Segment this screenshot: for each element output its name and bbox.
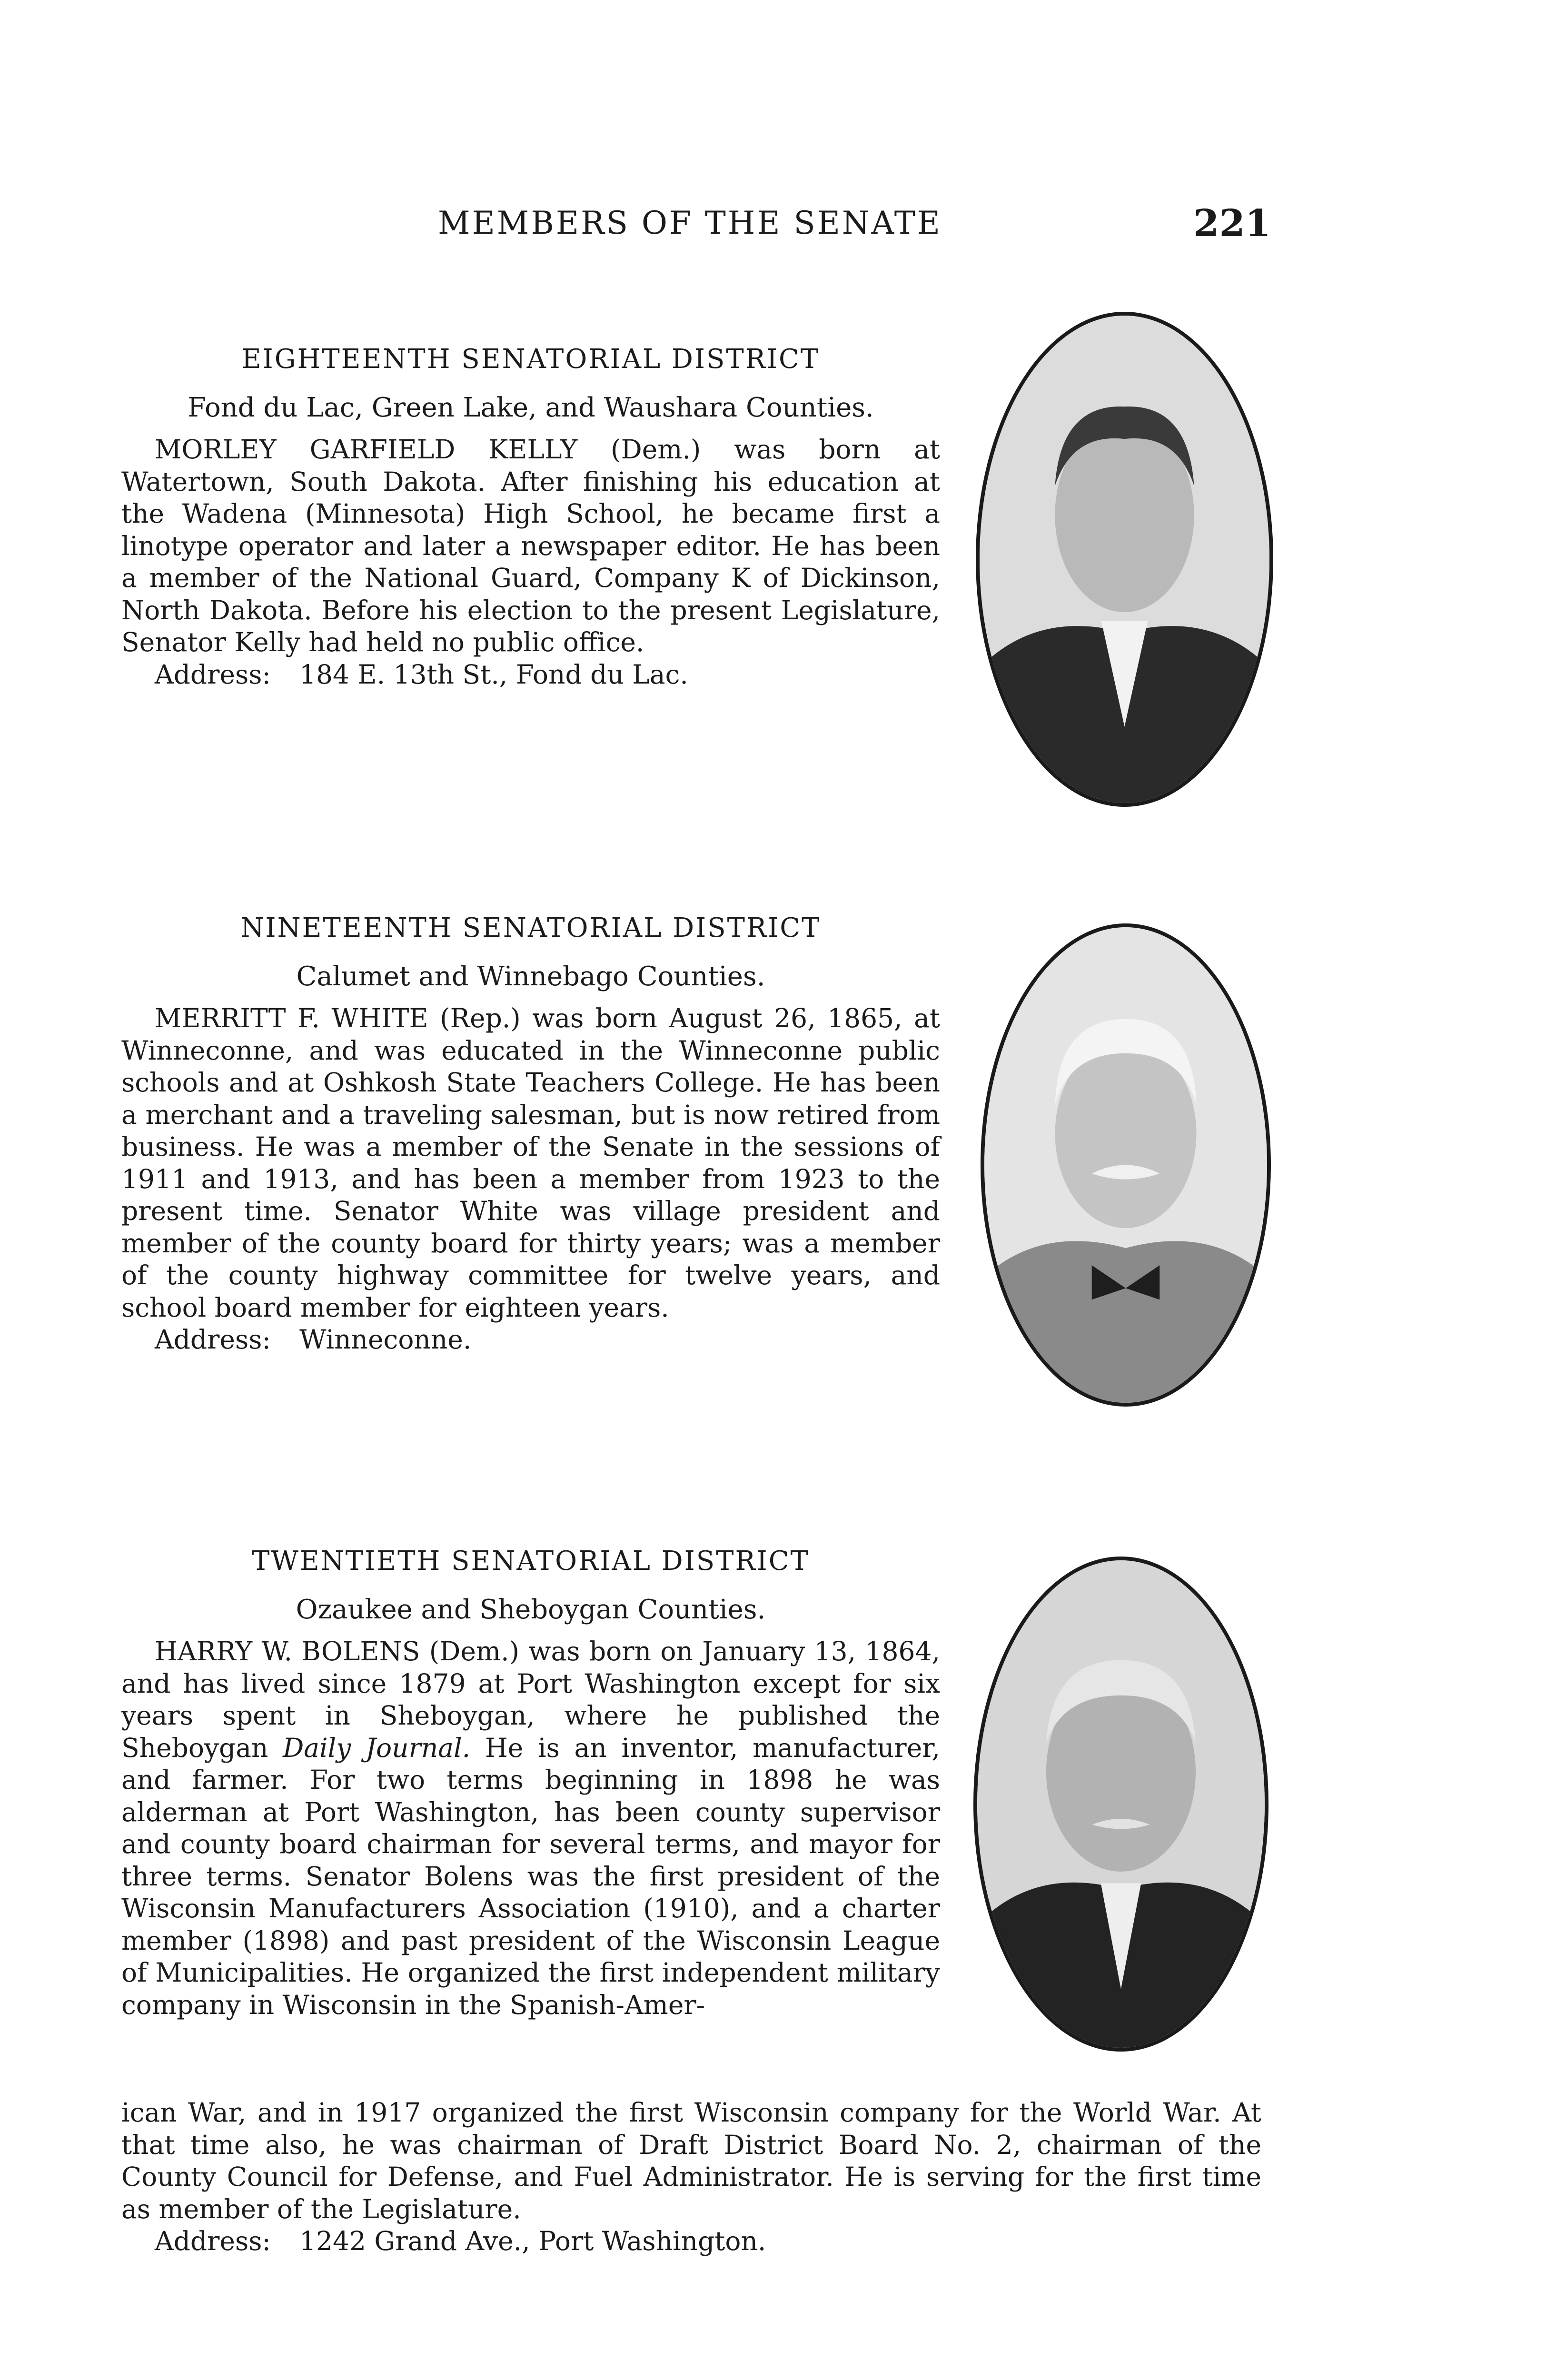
portrait-photo bbox=[984, 927, 1267, 1403]
senator-portrait-kelly bbox=[976, 312, 1273, 807]
page-title: MEMBERS OF THE SENATE bbox=[438, 205, 942, 241]
district-counties: Calumet and Winnebago Counties. bbox=[296, 961, 765, 992]
address-value: 184 E. 13th St., Fond du Lac. bbox=[299, 659, 688, 690]
address-label: Address: bbox=[155, 659, 271, 690]
senator-entry-twentieth bbox=[121, 1542, 940, 2021]
senator-biography-continued: ican War, and in 1917 organized the first Wisconsin company for the World War. At that time also, he was chairman of Draft District Board No. 2, chairman of the County Council for Defense, and Fuel Administrator. He is serving for the first time as member of the Legislature. bbox=[121, 2097, 1261, 2224]
page-number: 221 bbox=[1193, 202, 1271, 245]
address-value: 1242 Grand Ave., Port Washington. bbox=[299, 2226, 766, 2256]
senator-biography: MORLEY GARFIELD KELLY (Dem.) was born at Watertown, South Dakota. After finishing his education at the Wadena (Minnesota) High School, he became first a linotype operator and later a newspaper editor. He has been a member of the National Guard, Company K of Dickinson, North Dakota. Before his election to the present Legislature, Senator Kelly had held no public office. bbox=[121, 434, 940, 657]
senator-portrait-bolens bbox=[973, 1557, 1269, 2052]
senator-biography bbox=[121, 1636, 940, 2021]
portrait-photo bbox=[980, 316, 1269, 803]
district-title: TWENTIETH SENATORIAL DISTRICT bbox=[252, 1546, 810, 1577]
senator-address bbox=[155, 1324, 940, 1356]
senator-address bbox=[155, 2225, 1261, 2258]
district-counties: Fond du Lac, Green Lake, and Waushara Counties. bbox=[188, 392, 874, 423]
senator-entry-nineteenth bbox=[121, 909, 940, 1356]
portrait-photo bbox=[977, 1560, 1265, 2048]
senator-entry-eighteenth bbox=[121, 340, 940, 691]
senator-portrait-white bbox=[981, 923, 1271, 1407]
address-value: Winneconne. bbox=[299, 1324, 472, 1355]
senator-entry-twentieth-continued bbox=[121, 2097, 1261, 2258]
district-counties: Ozaukee and Sheboygan Counties. bbox=[296, 1594, 766, 1625]
address-label: Address: bbox=[155, 2226, 271, 2256]
newspaper-title: Daily Journal. bbox=[283, 1732, 471, 1763]
senator-biography: MERRITT F. WHITE (Rep.) was born August 26, 1865, at Winneconne, and was educated in the Winneconne public schools and at Oshkosh State Teachers College. He has been a merchant and a traveling salesman, but is now retired from business. He was a member of the Senate in the sessions of 1911 and 1913, and has been a member from 1923 to the present time. Senator White was village president and member of the county board for thirty years; was a member of the county highway committee for twelve years, and school board member for eighteen years. bbox=[121, 1003, 940, 1323]
district-title: EIGHTEENTH SENATORIAL DISTRICT bbox=[241, 344, 820, 375]
biography-text: HARRY W. BOLENS (Dem.) was born on January 13, 1864, and has lived since 1879 at Port Washington except for six years spent in Sheboygan, where he published the Sheboygan bbox=[121, 1636, 940, 1763]
address-label: Address: bbox=[155, 1324, 271, 1355]
district-title: NINETEENTH SENATORIAL DISTRICT bbox=[240, 912, 821, 943]
biography-text-continued: He is an inventor, manufacturer, and farmer. For two terms beginning in 1898 he was alderman at Port Washington, has been county supervisor and county board chairman for several terms, and mayor for three terms. Senator Bolens was the first president of the Wisconsin Manufacturers Association (1910), and a charter member (1898) and past president of the Wisconsin League of Municipalities. He organized the first independent military company in Wisconsin in the Spanish-Amer- bbox=[121, 1732, 940, 2020]
senator-address bbox=[155, 659, 940, 691]
page-header bbox=[438, 202, 1271, 257]
